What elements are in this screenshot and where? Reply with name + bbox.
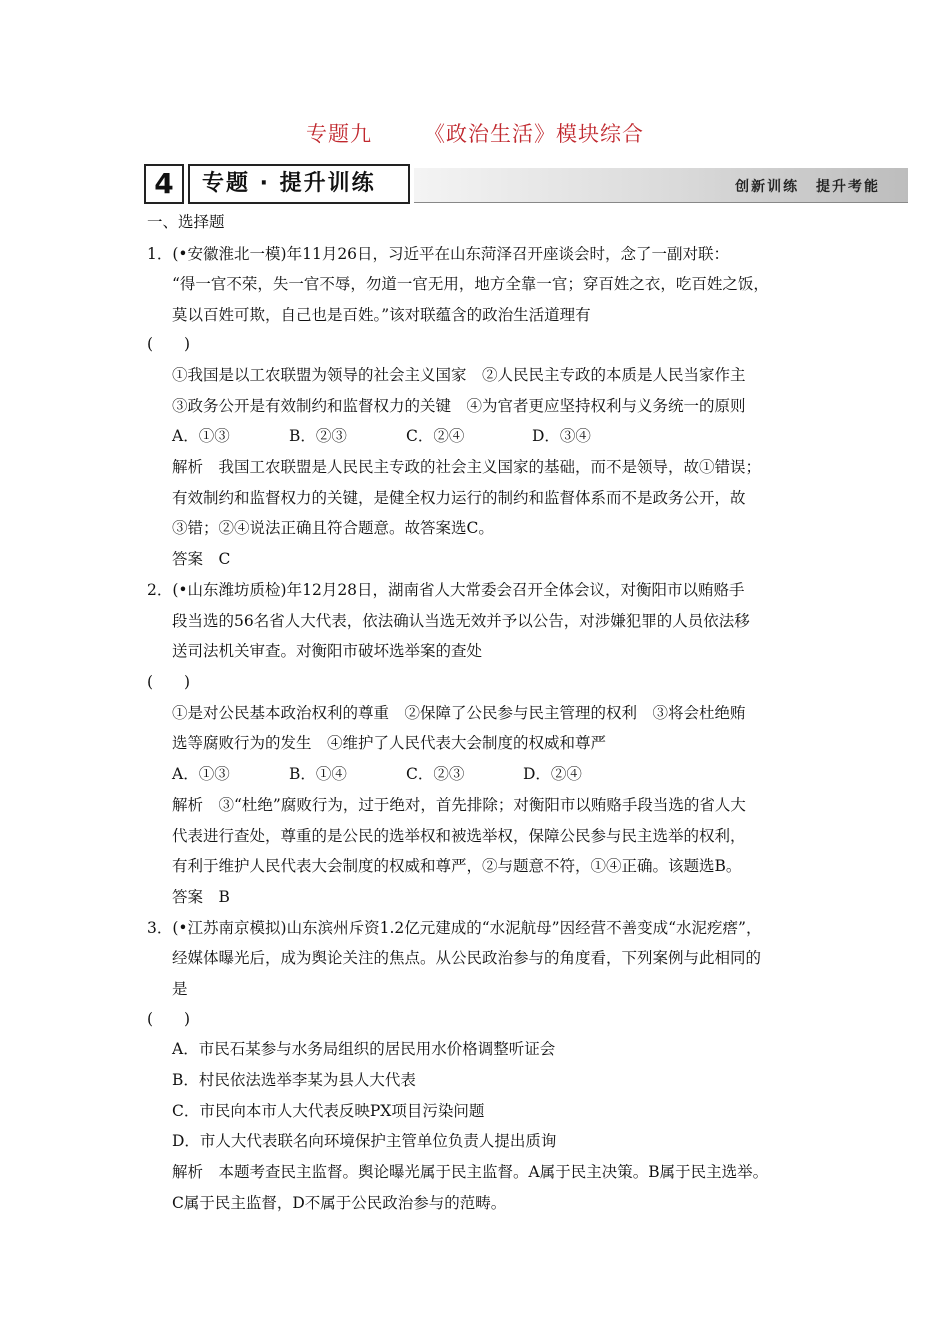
- q2-answer: 答案 B: [172, 888, 230, 906]
- q2-stem-line: 段当选的56名省人大代表，依法确认当选无效并予以公告，对涉嫌犯罪的人员依法移: [172, 612, 750, 630]
- q1-stem-line: 1．(•安徽淮北一模)年11月26日，习近平在山东菏泽召开座谈会时，念了一副对联：: [147, 245, 730, 263]
- q2-option-b: B．①④: [289, 765, 347, 783]
- q3-option-d: D．市人大代表联名向环境保护主管单位负责人提出质询: [172, 1132, 557, 1150]
- title-subject: 《政治生活》模块综合: [424, 122, 644, 146]
- q3-option-a: A．市民石某参与水务局组织的居民用水价格调整听证会: [172, 1040, 556, 1058]
- q3-stem-line: 是: [172, 980, 188, 998]
- banner-slogan: 创新训练 提升考能: [735, 179, 880, 195]
- q2-statement-line: ①是对公民基本政治权利的尊重 ②保障了公民参与民主管理的权利 ③将会杜绝贿: [172, 704, 746, 722]
- q1-stem-line: 莫以百姓可欺，自己也是百姓。”该对联蕴含的政治生活道理有: [172, 306, 591, 324]
- q1-option-c: C．②④: [406, 427, 465, 445]
- page-title: [0, 118, 950, 148]
- title-topic: 专题九: [306, 122, 372, 146]
- q1-analysis-line: ③错；②④说法正确且符合题意。故答案选C。: [172, 519, 494, 537]
- q2-stem-line: 2．(•山东潍坊质检)年12月28日，湖南省人大常委会召开全体会议，对衡阳市以贿赂手: [147, 581, 745, 599]
- q1-analysis-line: 有效制约和监督权力的关键，是健全权力运行的制约和监督体系而不是政务公开，故: [172, 489, 746, 507]
- q3-stem-line: 经媒体曝光后，成为舆论关注的焦点。从公民政治参与的角度看，下列案例与此相同的: [172, 949, 762, 967]
- q2-analysis-line: 代表进行查处，尊重的是公民的选举权和被选举权，保障公民参与民主选举的权利，: [172, 827, 746, 845]
- q3-answer-paren: ( ): [147, 1010, 191, 1028]
- q1-option-d: D．③④: [532, 427, 591, 445]
- q2-option-a: A．①③: [172, 765, 230, 783]
- q1-statement-line: ③政务公开是有效制约和监督权力的关键 ④为官者更应坚持权利与义务统一的原则: [172, 397, 746, 415]
- section-heading: 一、选择题: [147, 213, 225, 231]
- q3-stem-line: 3．(•江苏南京模拟)山东滨州斥资1.2亿元建成的“水泥航母”因经营不善变成“水泥疙瘩”，: [147, 919, 762, 937]
- q3-option-b: B．村民依法选举李某为县人大代表: [172, 1071, 416, 1089]
- q3-option-c: C．市民向本市人大代表反映PX项目污染问题: [172, 1102, 485, 1120]
- q1-statement-line: ①我国是以工农联盟为领导的社会主义国家 ②人民民主专政的本质是人民当家作主: [172, 366, 746, 384]
- section-banner: [144, 164, 908, 204]
- q3-analysis-line: 解析 本题考查民主监督。舆论曝光属于民主监督。A属于民主决策。B属于民主选举。: [172, 1163, 769, 1181]
- q2-answer-paren: ( ): [147, 673, 191, 691]
- banner-label: 专题 · 提升训练: [188, 164, 410, 204]
- q2-analysis-line: 解析 ③“杜绝”腐败行为，过于绝对，首先排除；对衡阳市以贿赂手段当选的省人大: [172, 796, 746, 814]
- q2-option-d: D．②④: [523, 765, 582, 783]
- q3-analysis-line: C属于民主监督，D不属于公民政治参与的范畴。: [172, 1194, 507, 1212]
- q1-answer: 答案 C: [172, 550, 231, 568]
- q2-analysis-line: 有利于维护人民代表大会制度的权威和尊严，②与题意不符，①④正确。该题选B。: [172, 857, 742, 875]
- q1-option-a: A．①③: [172, 427, 230, 445]
- banner-number: 4: [144, 164, 184, 204]
- q1-option-b: B．②③: [289, 427, 347, 445]
- q1-stem-line: “得一官不荣，失一官不辱，勿道一官无用，地方全靠一官；穿百姓之衣，吃百姓之饭，: [172, 275, 769, 293]
- q2-statement-line: 选等腐败行为的发生 ④维护了人民代表大会制度的权威和尊严: [172, 734, 607, 752]
- q2-option-c: C．②③: [406, 765, 465, 783]
- q1-answer-paren: ( ): [147, 335, 191, 353]
- q2-stem-line: 送司法机关审查。对衡阳市破坏选举案的查处: [172, 642, 483, 660]
- q1-analysis-line: 解析 我国工农联盟是人民民主专政的社会主义国家的基础，而不是领导，故①错误；: [172, 458, 762, 476]
- banner-bar: [414, 168, 908, 203]
